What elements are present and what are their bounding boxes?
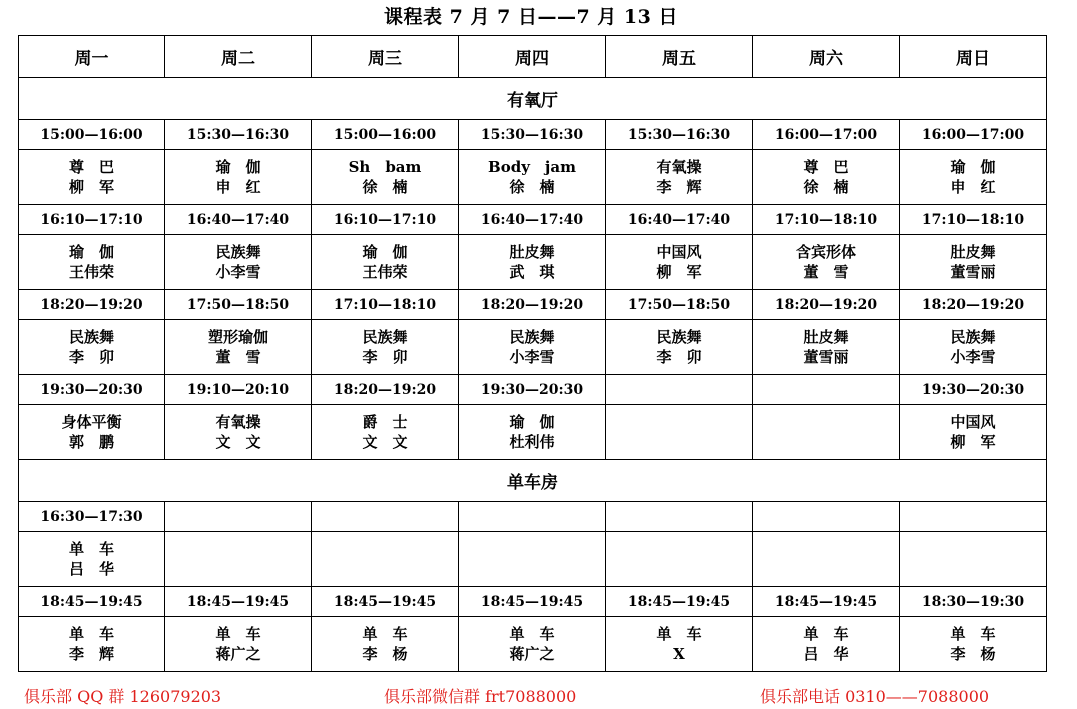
time-cell: 16:10—17:10: [19, 205, 165, 235]
time-cell: 18:20—19:20: [312, 375, 459, 405]
room-header-row: [19, 460, 1047, 502]
time-cell: 18:45—19:45: [312, 587, 459, 617]
time-cell: [753, 502, 900, 532]
instructor-name: 王伟荣: [68, 263, 114, 281]
class-cell: [753, 150, 900, 205]
class-row: [19, 405, 1047, 460]
time-row: [19, 290, 1047, 320]
instructor-name: 柳 军: [950, 433, 996, 451]
class-cell: [19, 235, 165, 290]
time-cell: 18:20—19:20: [19, 290, 165, 320]
instructor-name: 小李雪: [215, 263, 261, 281]
class-name: 中国风: [656, 243, 702, 261]
class-name: 单 车: [656, 625, 702, 643]
instructor-name: 李 杨: [362, 645, 408, 663]
class-cell: [459, 150, 606, 205]
instructor-name: 徐 楠: [362, 178, 408, 196]
class-cell: [165, 320, 312, 375]
instructor-name: 徐 楠: [509, 178, 555, 196]
class-cell: [606, 235, 753, 290]
instructor-name: X: [673, 645, 685, 663]
class-row: [19, 617, 1047, 672]
time-row: [19, 205, 1047, 235]
instructor-name: 蒋广之: [509, 645, 555, 663]
time-cell: 18:45—19:45: [165, 587, 312, 617]
class-cell: [459, 320, 606, 375]
class-name: 民族舞: [215, 243, 261, 261]
class-cell: [19, 532, 165, 587]
footer-phone: 俱乐部电话 0310——7088000: [760, 687, 990, 706]
instructor-name: 小李雪: [509, 348, 555, 366]
time-cell: [312, 502, 459, 532]
class-row: [19, 235, 1047, 290]
class-name: 含宾形体: [795, 243, 856, 261]
class-cell: [19, 320, 165, 375]
class-row: [19, 150, 1047, 205]
class-name: 塑形瑜伽: [207, 328, 268, 346]
footer-qq-group: 俱乐部 QQ 群 126079203: [24, 687, 222, 706]
time-cell: 18:45—19:45: [459, 587, 606, 617]
room-name: 单车房: [19, 460, 1047, 502]
time-row: [19, 587, 1047, 617]
class-name: 肚皮舞: [509, 243, 555, 261]
time-cell: 16:40—17:40: [165, 205, 312, 235]
time-cell: [900, 502, 1047, 532]
time-cell: 15:30—16:30: [165, 120, 312, 150]
time-cell: [606, 502, 753, 532]
class-name: 尊 巴: [803, 158, 849, 176]
class-cell: [900, 235, 1047, 290]
class-cell: [459, 617, 606, 672]
time-cell: 16:00—17:00: [900, 120, 1047, 150]
instructor-name: 董 雪: [215, 348, 261, 366]
class-name: 爵 士: [362, 413, 408, 431]
class-name: 身体平衡: [61, 413, 122, 431]
day-header: 周四: [459, 36, 606, 78]
class-cell: [312, 617, 459, 672]
class-name: 单 车: [215, 625, 261, 643]
instructor-name: 李 卯: [656, 348, 702, 366]
class-cell: [753, 617, 900, 672]
class-name: 肚皮舞: [950, 243, 996, 261]
class-name: 中国风: [950, 413, 996, 431]
class-cell: [606, 405, 753, 460]
day-header: 周一: [19, 36, 165, 78]
page-title: 课程表 7 月 7 日——7 月 13 日: [384, 6, 678, 28]
class-name: 有氧操: [656, 158, 702, 176]
class-row: [19, 532, 1047, 587]
time-cell: 16:40—17:40: [606, 205, 753, 235]
class-cell: [459, 405, 606, 460]
class-cell: [900, 617, 1047, 672]
time-cell: 19:30—20:30: [459, 375, 606, 405]
time-cell: 15:00—16:00: [19, 120, 165, 150]
instructor-name: 王伟荣: [362, 263, 408, 281]
class-name: Sh bam: [348, 158, 422, 176]
time-cell: [165, 502, 312, 532]
class-name: 民族舞: [950, 328, 996, 346]
day-header: 周五: [606, 36, 753, 78]
room-name: 有氧厅: [19, 78, 1047, 120]
class-cell: [312, 320, 459, 375]
instructor-name: 李 卯: [362, 348, 408, 366]
time-cell: 16:40—17:40: [459, 205, 606, 235]
class-cell: [312, 532, 459, 587]
instructor-name: 郭 鹏: [68, 433, 114, 451]
class-cell: [900, 532, 1047, 587]
time-cell: 17:50—18:50: [606, 290, 753, 320]
instructor-name: 董雪丽: [950, 263, 996, 281]
time-cell: 15:30—16:30: [606, 120, 753, 150]
class-name: 民族舞: [509, 328, 555, 346]
class-cell: [165, 235, 312, 290]
time-cell: 19:30—20:30: [900, 375, 1047, 405]
class-cell: [606, 150, 753, 205]
footer-wechat-group: 俱乐部微信群 frt7088000: [384, 687, 577, 706]
time-cell: 19:30—20:30: [19, 375, 165, 405]
instructor-name: 申 红: [215, 178, 261, 196]
day-header: 周二: [165, 36, 312, 78]
class-cell: [753, 320, 900, 375]
class-cell: [900, 320, 1047, 375]
instructor-name: 申 红: [950, 178, 996, 196]
room-header-row: [19, 78, 1047, 120]
time-cell: 19:10—20:10: [165, 375, 312, 405]
time-cell: 18:20—19:20: [459, 290, 606, 320]
time-cell: [753, 375, 900, 405]
instructor-name: 小李雪: [950, 348, 996, 366]
class-cell: [165, 150, 312, 205]
time-row: [19, 502, 1047, 532]
instructor-name: 李 辉: [68, 645, 114, 663]
class-name: 单 车: [362, 625, 408, 643]
time-cell: 15:30—16:30: [459, 120, 606, 150]
instructor-name: 柳 军: [656, 263, 702, 281]
class-cell: [19, 405, 165, 460]
time-cell: 18:20—19:20: [753, 290, 900, 320]
class-cell: [606, 617, 753, 672]
class-name: 单 车: [68, 540, 114, 558]
instructor-name: 董雪丽: [803, 348, 849, 366]
class-name: 单 车: [950, 625, 996, 643]
instructor-name: 文 文: [362, 433, 408, 451]
class-cell: [19, 617, 165, 672]
instructor-name: 武 琪: [509, 263, 555, 281]
class-cell: [312, 150, 459, 205]
instructor-name: 柳 军: [68, 178, 114, 196]
class-name: 瑜 伽: [215, 158, 261, 176]
class-name: 单 车: [68, 625, 114, 643]
instructor-name: 吕 华: [803, 645, 849, 663]
schedule-table: [18, 35, 1047, 672]
class-name: 单 车: [803, 625, 849, 643]
time-cell: 17:10—18:10: [900, 205, 1047, 235]
class-cell: [459, 235, 606, 290]
class-name: 单 车: [509, 625, 555, 643]
time-cell: [459, 502, 606, 532]
class-name: 肚皮舞: [803, 328, 849, 346]
class-cell: [19, 150, 165, 205]
class-cell: [165, 532, 312, 587]
instructor-name: 李 杨: [950, 645, 996, 663]
time-cell: 16:10—17:10: [312, 205, 459, 235]
time-cell: 18:45—19:45: [606, 587, 753, 617]
class-cell: [753, 532, 900, 587]
class-name: 瑜 伽: [362, 243, 408, 261]
class-name: 民族舞: [68, 328, 114, 346]
time-cell: 17:50—18:50: [165, 290, 312, 320]
class-name: 民族舞: [362, 328, 408, 346]
time-cell: 16:30—17:30: [19, 502, 165, 532]
time-cell: 16:00—17:00: [753, 120, 900, 150]
day-header: 周三: [312, 36, 459, 78]
class-name: 有氧操: [215, 413, 261, 431]
instructor-name: 文 文: [215, 433, 261, 451]
class-cell: [312, 405, 459, 460]
time-cell: 15:00—16:00: [312, 120, 459, 150]
class-name: Body jam: [488, 158, 576, 176]
class-cell: [900, 405, 1047, 460]
class-cell: [606, 320, 753, 375]
class-name: 瑜 伽: [509, 413, 555, 431]
day-header: 周日: [900, 36, 1047, 78]
class-cell: [165, 405, 312, 460]
class-name: 民族舞: [656, 328, 702, 346]
class-cell: [900, 150, 1047, 205]
instructor-name: 徐 楠: [803, 178, 849, 196]
class-cell: [753, 405, 900, 460]
instructor-name: 杜利伟: [509, 433, 555, 451]
class-cell: [459, 532, 606, 587]
class-row: [19, 320, 1047, 375]
class-cell: [753, 235, 900, 290]
time-cell: 17:10—18:10: [312, 290, 459, 320]
instructor-name: 蒋广之: [215, 645, 261, 663]
time-cell: 18:45—19:45: [753, 587, 900, 617]
class-cell: [165, 617, 312, 672]
instructor-name: 董 雪: [803, 263, 849, 281]
class-cell: [606, 532, 753, 587]
time-row: [19, 375, 1047, 405]
instructor-name: 李 辉: [656, 178, 702, 196]
time-row: [19, 120, 1047, 150]
day-header-row: [19, 36, 1047, 78]
day-header: 周六: [753, 36, 900, 78]
instructor-name: 吕 华: [68, 560, 114, 578]
time-cell: [606, 375, 753, 405]
class-cell: [312, 235, 459, 290]
time-cell: 18:20—19:20: [900, 290, 1047, 320]
time-cell: 17:10—18:10: [753, 205, 900, 235]
time-cell: 18:30—19:30: [900, 587, 1047, 617]
time-cell: 18:45—19:45: [19, 587, 165, 617]
class-name: 瑜 伽: [68, 243, 114, 261]
instructor-name: 李 卯: [68, 348, 114, 366]
class-name: 尊 巴: [68, 158, 114, 176]
class-name: 瑜 伽: [950, 158, 996, 176]
